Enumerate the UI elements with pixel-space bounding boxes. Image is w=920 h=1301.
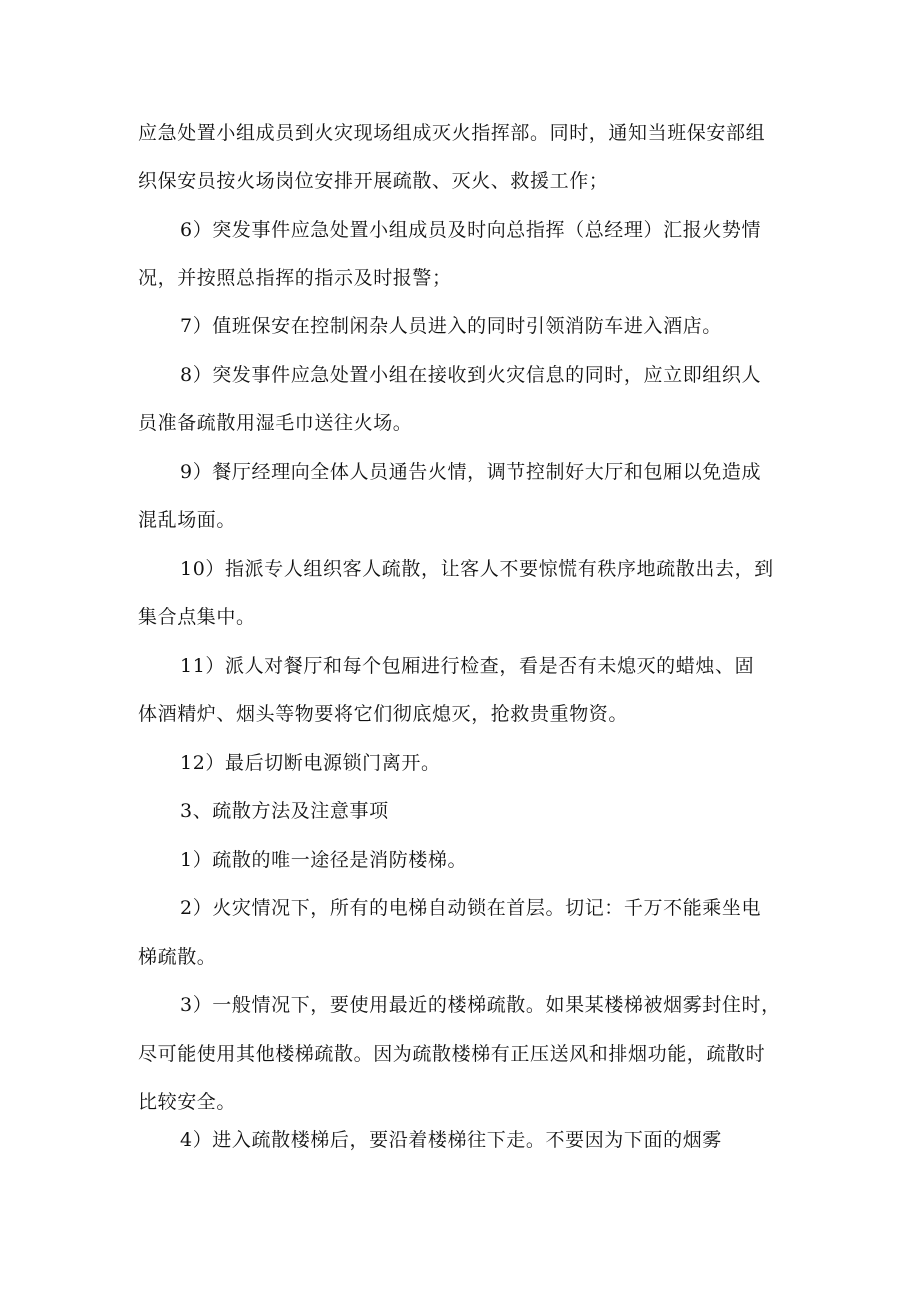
text-line: 3）一般情况下，要使用最近的楼梯疏散。如果某楼梯被烟雾封住时， <box>180 994 781 1016</box>
text-line: 梯疏散。 <box>138 946 217 968</box>
text-line: 员准备疏散用湿毛巾送往火场。 <box>138 412 413 434</box>
text-line: 比较安全。 <box>138 1091 237 1113</box>
text-line: 应急处置小组成员到火灾现场组成灭火指挥部。同时，通知当班保安部组 <box>138 122 766 144</box>
text-line: 8）突发事件应急处置小组在接收到火灾信息的同时，应立即组织人 <box>180 364 762 386</box>
text-line: 织保安员按火场岗位安排开展疏散、灭火、救援工作； <box>138 170 609 192</box>
text-line: 2）火灾情况下，所有的电梯自动锁在首层。切记：千万不能乘坐电 <box>180 897 762 919</box>
text-line: 混乱场面。 <box>138 509 237 531</box>
text-line: 7）值班保安在控制闲杂人员进入的同时引领消防车进入酒店。 <box>180 315 722 337</box>
text-line: 6）突发事件应急处置小组成员及时向总指挥（总经理）汇报火势情 <box>180 219 762 241</box>
text-line: 10）指派专人组织客人疏散，让客人不要惊慌有秩序地疏散出去，到 <box>180 558 774 580</box>
text-line: 9）餐厅经理向全体人员通告火情，调节控制好大厅和包厢以免造成 <box>180 461 762 483</box>
text-line: 况，并按照总指挥的指示及时报警； <box>138 267 452 289</box>
text-line: 尽可能使用其他楼梯疏散。因为疏散楼梯有正压送风和排烟功能，疏散时 <box>138 1043 766 1065</box>
text-line: 12）最后切断电源锁门离开。 <box>180 752 441 774</box>
text-line: 集合点集中。 <box>138 606 256 628</box>
text-line: 4）进入疏散楼梯后，要沿着楼梯往下走。不要因为下面的烟雾 <box>180 1129 722 1151</box>
text-line: 体酒精炉、烟头等物要将它们彻底熄灭，抢救贵重物资。 <box>138 703 629 725</box>
section-heading: 3、疏散方法及注意事项 <box>180 800 389 822</box>
text-line: 11）派人对餐厅和每个包厢进行检查，看是否有未熄灭的蜡烛、固 <box>180 655 755 677</box>
text-line: 1）疏散的唯一途径是消防楼梯。 <box>180 849 468 871</box>
